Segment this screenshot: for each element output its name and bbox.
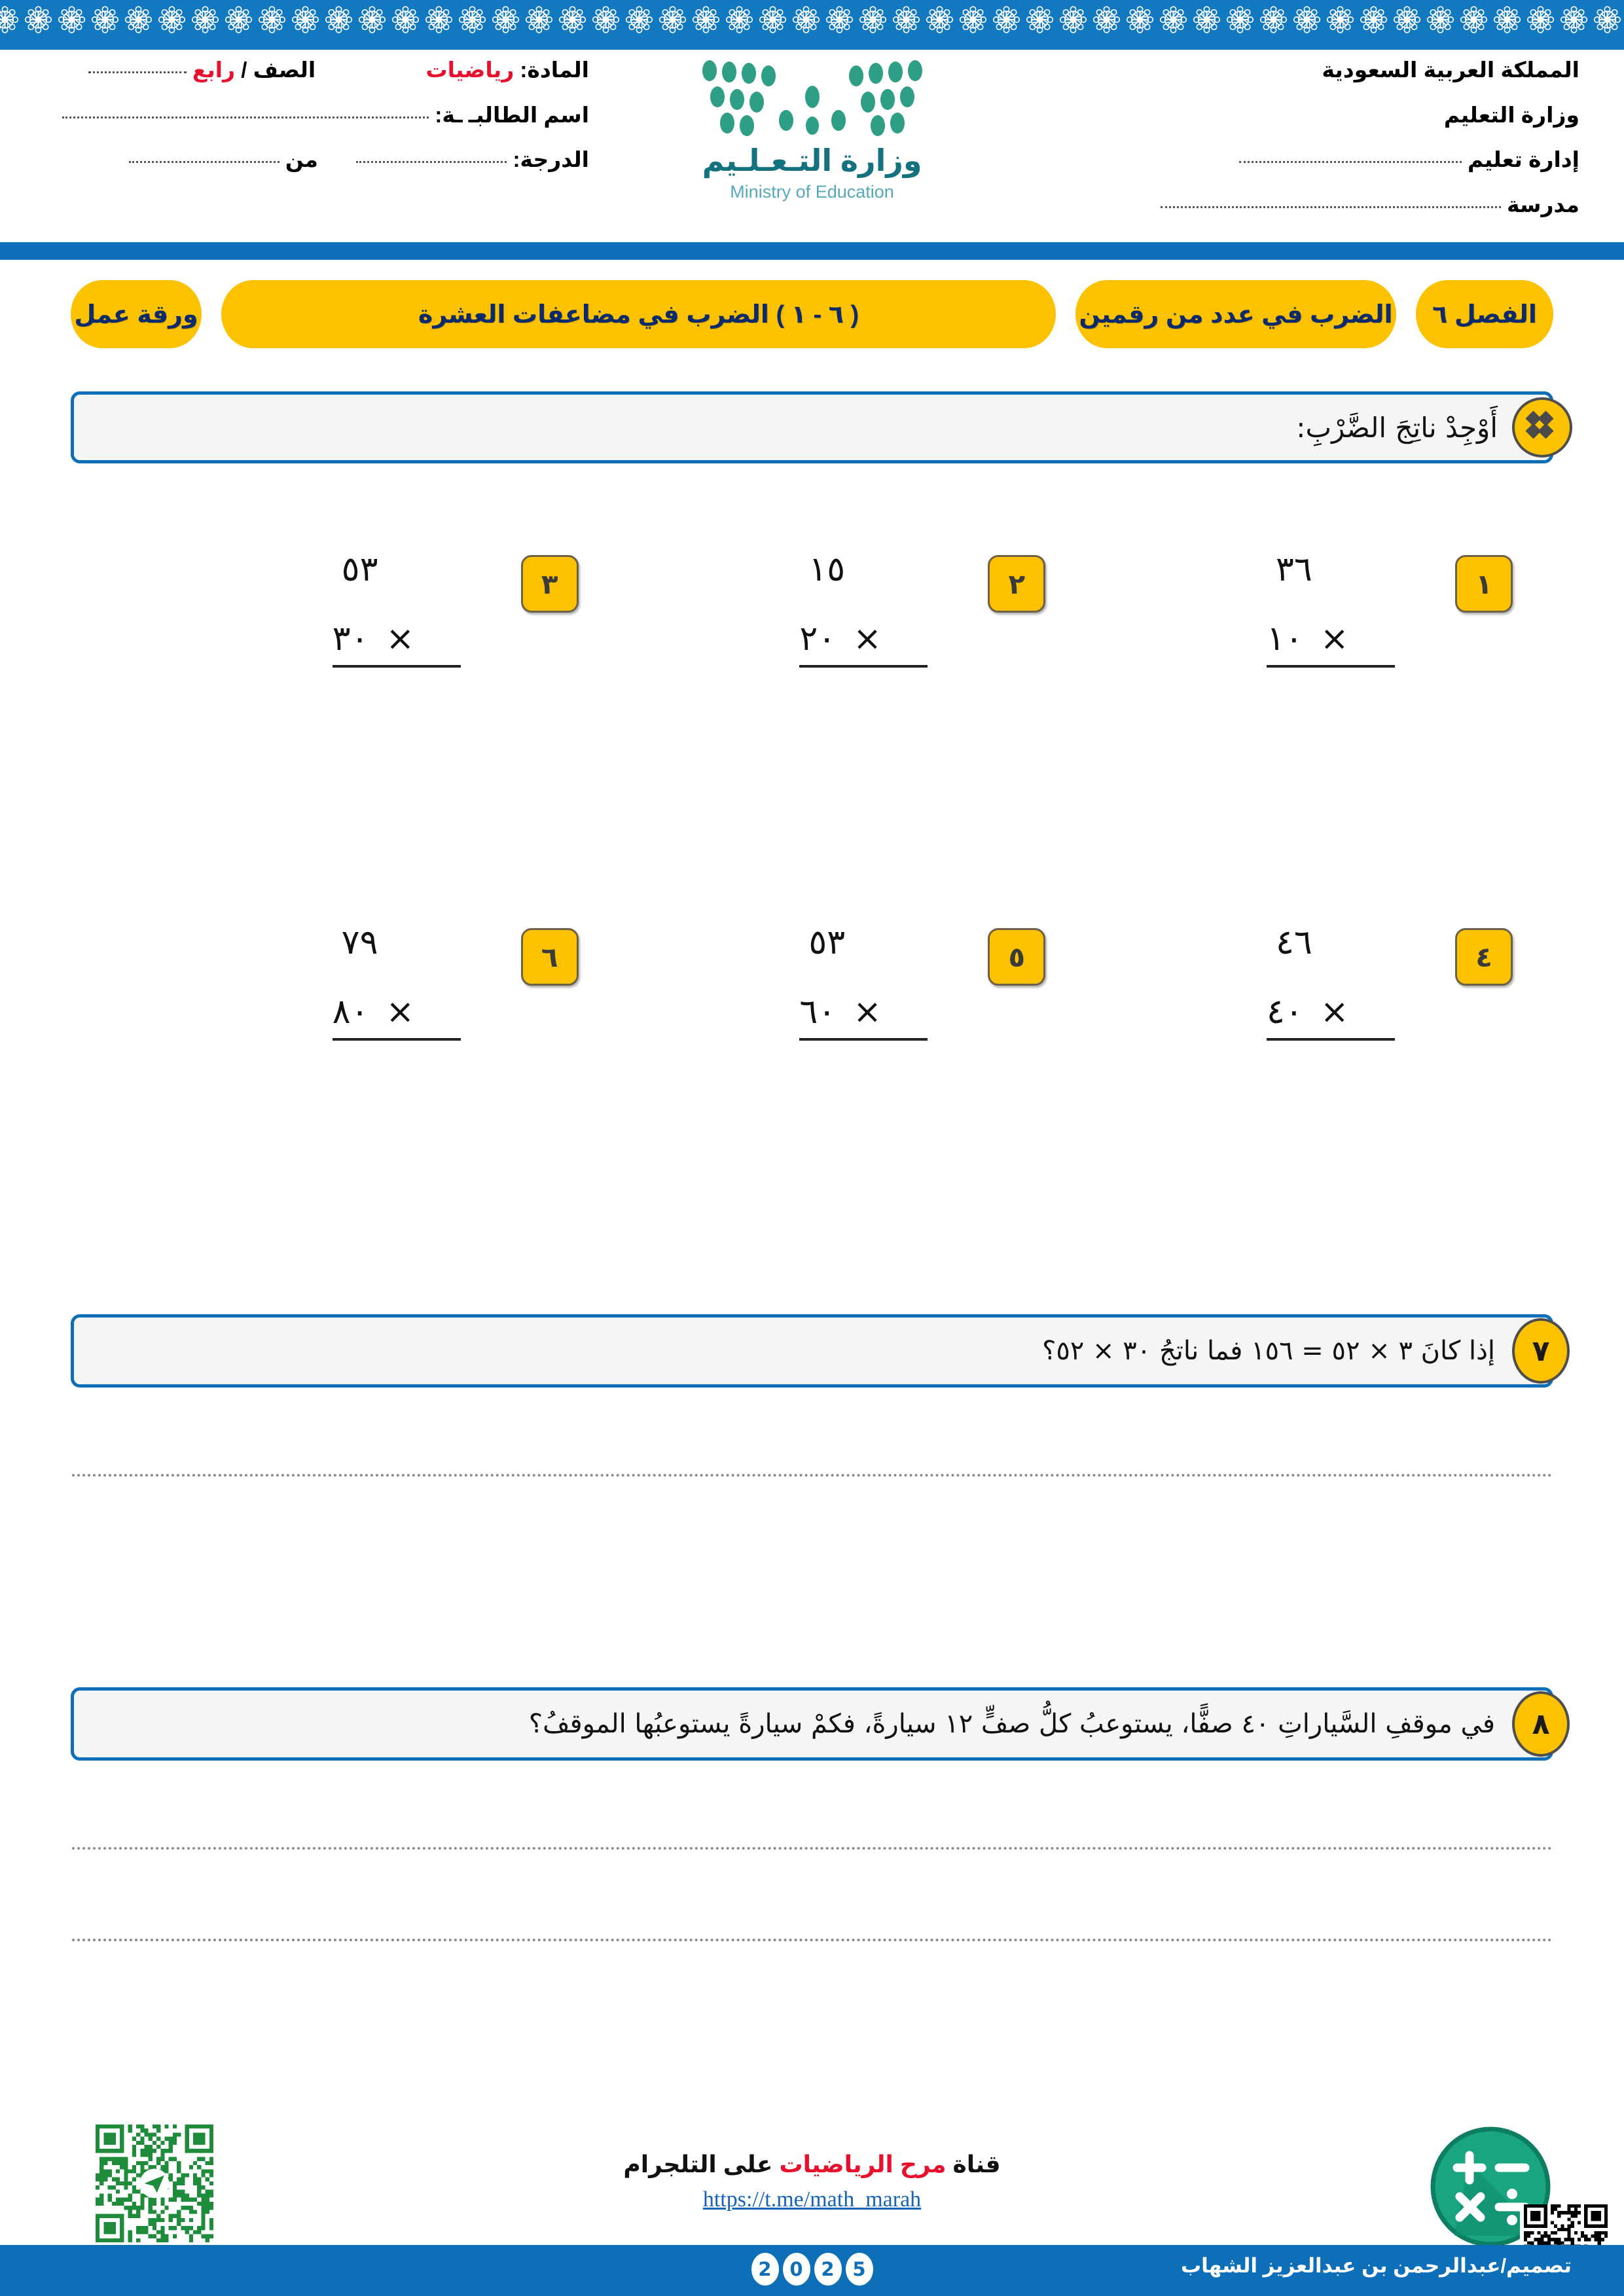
rosette-icon [522, 3, 556, 37]
directorate-blank[interactable] [1239, 154, 1462, 163]
rosette-icon [489, 3, 522, 37]
school-label: مدرسة [1507, 192, 1579, 217]
directorate-label: إدارة تعليم [1467, 147, 1579, 172]
rosette-icon [1324, 3, 1357, 37]
footer-center-block [0, 2151, 1624, 2212]
rosette-icon [1257, 3, 1290, 37]
moe-wordmark-arabic: وزارة التـعـلـيم [702, 143, 922, 177]
moe-wordmark-english: Ministry of Education [730, 182, 894, 202]
multiplier-row [333, 992, 461, 1031]
rosette-icon [856, 3, 890, 37]
problem-number-badge: ٢ [988, 555, 1045, 613]
rosette-icon [623, 3, 656, 37]
document-header [0, 50, 1624, 240]
rosette-icon [1123, 3, 1157, 37]
subject-value: رياضيات [425, 58, 514, 82]
year-digit: 2 [814, 2253, 842, 2286]
rosette-icon [155, 3, 189, 37]
rosette-icon [689, 3, 723, 37]
vertical-multiplication [799, 550, 928, 668]
rosette-icon [189, 3, 222, 37]
rosette-icon [389, 3, 422, 37]
answer-line[interactable] [72, 1847, 1553, 1850]
answer-rule [799, 665, 928, 668]
problem-grid [0, 550, 1624, 1198]
top-decorative-band [0, 0, 1624, 41]
rosette-icon [1591, 3, 1624, 37]
top-band-fill [0, 41, 1624, 50]
problem-cell [1045, 550, 1513, 798]
footer-bar [0, 2245, 1624, 2296]
instruction-text: أَوْجِدْ ناتِجَ الضَّرْبِ: [1296, 411, 1498, 444]
score-field [39, 149, 589, 171]
student-name-blank[interactable] [62, 110, 429, 118]
student-name-field [39, 104, 589, 127]
rosette-icon [255, 3, 289, 37]
kingdom-label: المملكة العربية السعودية [1322, 58, 1579, 82]
problem-number-badge: ٣ [521, 555, 579, 613]
rosette-icon [1557, 3, 1591, 37]
school-blank[interactable] [1161, 200, 1501, 208]
rosette-icon [88, 3, 122, 37]
multiply-operator: × [1320, 619, 1349, 658]
multiplier: ٣٠ [332, 619, 369, 658]
multiplier-row [1267, 619, 1395, 658]
problem-cell [579, 550, 1046, 798]
student-name-label: اسم الطالبـ ـة: [435, 102, 589, 127]
vertical-multiplication [1267, 550, 1395, 668]
rosette-icon [1056, 3, 1090, 37]
multiplier-row [333, 619, 461, 658]
rosette-icon [789, 3, 823, 37]
rosette-icon [1357, 3, 1390, 37]
multiplier: ٨٠ [332, 992, 369, 1031]
designer-credit: تصميم/عبدالرحمن بن عبدالعزيز الشهاب [1180, 2254, 1572, 2277]
rosette-icon [1457, 3, 1490, 37]
multiply-operator: × [853, 619, 882, 658]
rosette-icon [890, 3, 923, 37]
rosette-icon [289, 3, 322, 37]
word-problem-7 [71, 1314, 1553, 1388]
rosette-icon [1023, 3, 1056, 37]
rosette-icon [1090, 3, 1123, 37]
score-of-label: من [285, 147, 318, 172]
multiplicand: ٤٦ [1276, 923, 1312, 962]
instruction-bar [71, 391, 1553, 463]
directorate-field [1036, 149, 1579, 171]
lesson-pill: ( ٦ - ١ ) الضرب في مضاعفات العشرة [221, 280, 1056, 348]
rosette-pattern [0, 3, 1624, 39]
rosette-icon [723, 3, 756, 37]
header-divider [0, 242, 1624, 260]
telegram-channel-line [0, 2151, 1624, 2178]
rosette-icon [756, 3, 789, 37]
multiply-operator: × [1320, 992, 1349, 1031]
rosette-icon [1524, 3, 1557, 37]
vertical-multiplication [333, 923, 461, 1041]
rosette-icon [1190, 3, 1223, 37]
vertical-multiplication [333, 550, 461, 668]
grade-blank[interactable] [88, 65, 187, 73]
telegram-url[interactable]: https://t.me/math_marah [702, 2187, 922, 2212]
header-right-block [1036, 59, 1579, 239]
problem-number-badge: ٤ [1455, 928, 1513, 986]
diamond-cluster-icon [1512, 397, 1572, 457]
problem-row-1 [0, 550, 1624, 798]
moe-dot-emblem [691, 56, 933, 141]
vertical-multiplication [1267, 923, 1395, 1041]
score-total-blank[interactable] [129, 154, 280, 163]
answer-rule [333, 665, 461, 668]
problem-number-badge: ٥ [988, 928, 1045, 986]
multiplicand: ٧٩ [341, 923, 378, 962]
rosette-icon [1290, 3, 1324, 37]
school-field [1036, 194, 1579, 217]
multiplier: ٤٠ [1267, 992, 1303, 1031]
word-problem-text: إذا كانَ ٣ × ٥٢ = ١٥٦ فما ناتجُ ٣٠ × ٥٢؟ [1042, 1336, 1495, 1366]
rosette-icon [22, 3, 55, 37]
multiplier: ٢٠ [799, 619, 837, 658]
channel-name: مرح الرياضيات [779, 2151, 947, 2178]
topic-pill: الضرب في عدد من رقمين [1075, 280, 1396, 348]
rosette-icon [1424, 3, 1457, 37]
channel-suffix: على التلجرام [623, 2151, 773, 2178]
channel-prefix: قناة [952, 2151, 1001, 2178]
rosette-icon [222, 3, 255, 37]
problem-number-badge: ٨ [1512, 1691, 1570, 1757]
rosette-icon [556, 3, 589, 37]
grade-value: رابع [192, 58, 236, 82]
problem-number-badge: ١ [1455, 555, 1513, 613]
word-problem-text: في موقفِ السَّياراتِ ٤٠ صفًّا، يستوعبُ كلُّ صفٍّ ١٢ سيارةً، فكمْ سيارةً يستوعبُها الموقفُ؟ [528, 1709, 1495, 1739]
year-digit: 5 [846, 2253, 873, 2286]
answer-rule [1267, 1038, 1395, 1041]
multiplier: ١٠ [1267, 619, 1303, 658]
rosette-icon [990, 3, 1023, 37]
multiply-operator: × [853, 992, 882, 1031]
sheet-type-pill: ورقة عمل [71, 280, 202, 348]
multiply-operator: × [386, 992, 415, 1031]
word-problem-8 [71, 1687, 1553, 1761]
rosette-icon [55, 3, 88, 37]
subject-label: المادة: [520, 58, 589, 82]
multiplier-row [799, 619, 928, 658]
answer-line[interactable] [72, 1474, 1553, 1477]
chapter-pill: الفصل ٦ [1416, 280, 1553, 348]
rosette-icon [589, 3, 623, 37]
rosette-icon [823, 3, 856, 37]
problem-row-2 [0, 923, 1624, 1172]
score-label: الدرجة: [513, 147, 589, 172]
rosette-icon [1157, 3, 1190, 37]
answer-rule [1267, 665, 1395, 668]
multiplicand: ٥٣ [808, 923, 846, 962]
answer-rule [799, 1038, 928, 1041]
rosette-icon [1490, 3, 1524, 37]
ministry-label: وزارة التعليم [1443, 102, 1579, 127]
multiplier-row [799, 992, 928, 1031]
year-badge [751, 2253, 873, 2286]
multiply-operator: × [386, 619, 415, 658]
grade-label: الصف / [241, 58, 316, 82]
score-blank[interactable] [356, 154, 507, 163]
multiplier: ٦٠ [799, 992, 837, 1031]
rosette-icon [322, 3, 355, 37]
problem-number-badge: ٧ [1512, 1318, 1570, 1384]
vertical-multiplication [799, 923, 928, 1041]
header-left-block [39, 59, 589, 191]
answer-rule [333, 1038, 461, 1041]
rosette-icon [956, 3, 990, 37]
year-digit: 0 [783, 2253, 810, 2286]
rosette-icon [122, 3, 155, 37]
multiplier-row [1267, 992, 1395, 1031]
rosette-icon [456, 3, 489, 37]
problem-number-badge: ٦ [521, 928, 579, 986]
subject-and-grade-row [39, 59, 589, 82]
rosette-icon [355, 3, 389, 37]
multiplicand: ٣٦ [1276, 550, 1312, 589]
problem-cell [1045, 923, 1513, 1172]
problem-cell [579, 923, 1046, 1172]
multiplicand: ٥٣ [341, 550, 378, 589]
rosette-icon [422, 3, 456, 37]
banner-row [0, 280, 1624, 348]
year-digit: 2 [751, 2253, 779, 2286]
answer-line[interactable] [72, 1939, 1553, 1941]
rosette-icon [0, 3, 22, 37]
ministry-of-education-logo [681, 56, 943, 202]
rosette-icon [923, 3, 956, 37]
rosette-icon [1390, 3, 1424, 37]
problem-cell [111, 550, 579, 798]
problem-cell [111, 923, 579, 1172]
rosette-icon [656, 3, 689, 37]
multiplicand: ١٥ [808, 550, 846, 589]
rosette-icon [1223, 3, 1257, 37]
